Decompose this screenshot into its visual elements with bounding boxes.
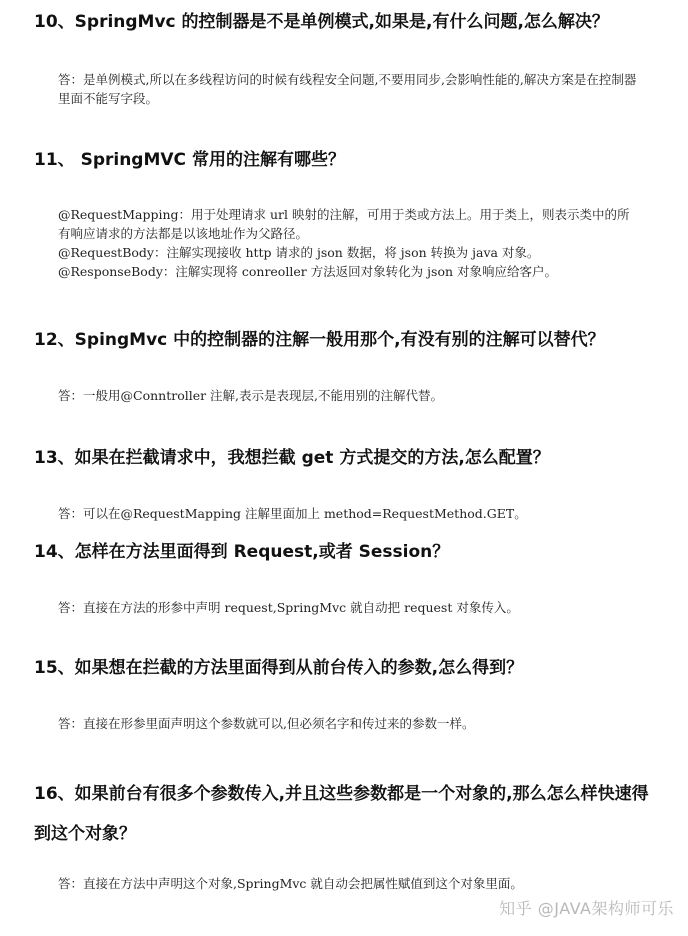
answer-10-line: 答：是单例模式,所以在多线程访问的时候有线程安全问题,不要用同步,会影响性能的,解决方案是在控制器里面不能写字段。 bbox=[58, 72, 637, 106]
answer-11-line-1: @RequestMapping：用于处理请求 url 映射的注解，可用于类或方法上。用于类上，则表示类中的所有响应请求的方法都是以该地址作为父路径。 bbox=[58, 207, 630, 241]
question-13: 13、如果在拦截请求中，我想拦截 get 方式提交的方法,怎么配置？ bbox=[34, 448, 550, 468]
answer-12 bbox=[58, 386, 638, 405]
answer-13-line: 答：可以在@RequestMapping 注解里面加上 method=RequestMethod.GET。 bbox=[58, 506, 527, 521]
answer-11-line-2: @RequestBody：注解实现接收 http 请求的 json 数据，将 json 转换为 java 对象。 bbox=[58, 245, 540, 260]
zhihu-watermark: 知乎 @JAVA架构师可乐 bbox=[499, 899, 674, 918]
answer-15-line: 答：直接在形参里面声明这个参数就可以,但必须名字和传过来的参数一样。 bbox=[58, 716, 475, 731]
answer-13 bbox=[58, 504, 638, 523]
answer-10 bbox=[58, 70, 638, 108]
question-14: 14、怎样在方法里面得到 Request,或者 Session？ bbox=[34, 542, 450, 562]
answer-16-line: 答：直接在方法中声明这个对象,SpringMvc 就自动会把属性赋值到这个对象里面。 bbox=[58, 876, 523, 891]
question-15: 15、如果想在拦截的方法里面得到从前台传入的参数,怎么得到？ bbox=[34, 658, 524, 678]
question-12: 12、SpingMvc 中的控制器的注解一般用那个,有没有别的注解可以替代？ bbox=[34, 330, 605, 350]
answer-15 bbox=[58, 714, 638, 733]
answer-12-line: 答：一般用@Conntroller 注解,表示是表现层,不能用别的注解代替。 bbox=[58, 388, 444, 403]
answer-14-line: 答：直接在方法的形参中声明 request,SpringMvc 就自动把 request 对象传入。 bbox=[58, 600, 519, 615]
question-16: 16、如果前台有很多个参数传入,并且这些参数都是一个对象的,那么怎么样快速得到这个对象？ bbox=[34, 784, 649, 844]
answer-16 bbox=[58, 874, 638, 893]
answer-11 bbox=[58, 205, 638, 281]
question-10: 10、SpringMvc 的控制器是不是单例模式,如果是,有什么问题,怎么解决？ bbox=[34, 12, 609, 32]
answer-14 bbox=[58, 598, 638, 617]
question-11: 11、 SpringMVC 常用的注解有哪些？ bbox=[34, 150, 345, 170]
answer-11-line-3: @ResponseBody：注解实现将 conreoller 方法返回对象转化为 json 对象响应给客户。 bbox=[58, 264, 557, 279]
